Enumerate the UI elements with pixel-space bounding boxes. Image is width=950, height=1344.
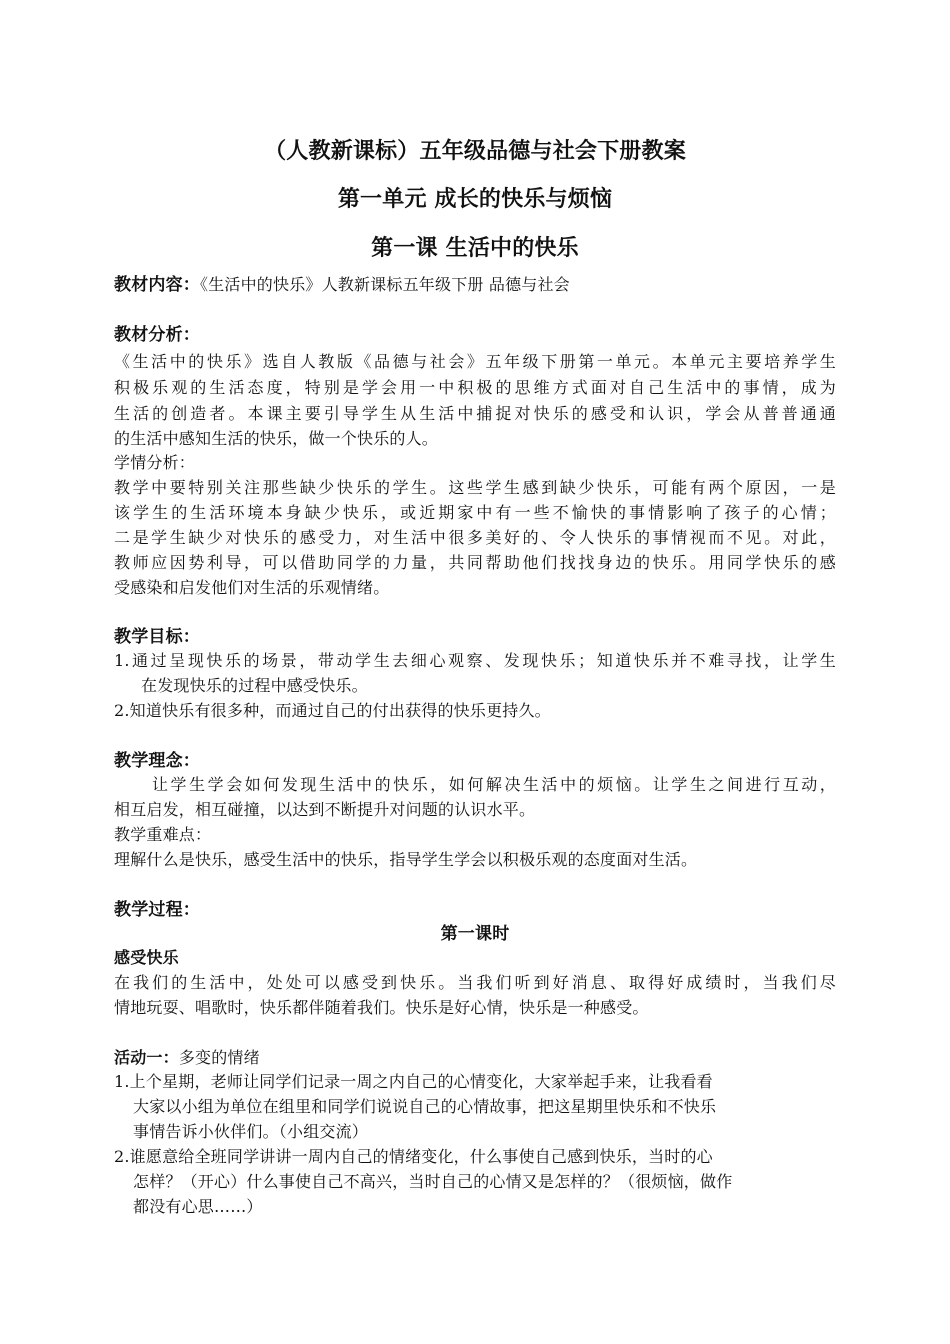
goal-item: 2.知道快乐有很多种，而通过自己的付出获得的快乐更持久。 <box>114 701 551 720</box>
lesson-title: 第一课 生活中的快乐 <box>371 236 579 261</box>
concept-heading: 教学理念： <box>114 751 200 771</box>
student-analysis-line: 教师应因势利导，可以借助同学的力量，共同帮助他们找找身边的快乐。用同学快乐的感 <box>114 553 836 572</box>
student-analysis-line: 教学中要特别关注那些缺少快乐的学生。这些学生感到缺少快乐，可能有两个原因，一是 <box>114 478 836 497</box>
unit-title: 第一单元 成长的快乐与烦恼 <box>337 187 613 212</box>
process-heading: 教学过程： <box>114 900 200 920</box>
student-analysis-line: 二是学生缺少对快乐的感受力，对生活中很多美好的、令人快乐的事情视而不见。对此， <box>114 528 836 547</box>
goal-item: 1.通过呈现快乐的场景，带动学生去细心观察、发现快乐；知道快乐并不难寻找，让学生 <box>114 651 836 670</box>
period-title: 第一课时 <box>440 924 510 944</box>
student-analysis-line: 该学生的生活环境本身缺少快乐，或近期家中有一些不愉快的事情影响了孩子的心情； <box>114 503 836 522</box>
goals-heading: 教学目标： <box>114 627 200 647</box>
activity-line: 事情告诉小伙伴们。（小组交流） <box>133 1122 369 1141</box>
concept-line: 让学生学会如何发现生活中的快乐，如何解决生活中的烦恼。让学生之间进行互动， <box>152 775 836 794</box>
activity-label: 活动一： <box>114 1048 179 1067</box>
student-analysis-line: 受感染和启发他们对生活的乐观情绪。 <box>114 578 390 597</box>
feel-heading: 感受快乐 <box>114 948 179 967</box>
document-title: （人教新课标）五年级品德与社会下册教案 <box>264 139 686 164</box>
student-analysis-label: 学情分析： <box>114 453 196 472</box>
activity-name: 多变的情绪 <box>178 1048 260 1067</box>
activity-line: 怎样？（开心）什么事使自己不高兴，当时自己的心情又是怎样的？（很烦恼，做作 <box>133 1172 733 1191</box>
feel-line: 在我们的生活中，处处可以感受到快乐。当我们听到好消息、取得好成绩时，当我们尽 <box>114 973 836 992</box>
activity-line: 大家以小组为单位在组里和同学们说说自己的心情故事，把这星期里快乐和不快乐 <box>133 1097 717 1116</box>
activity-line: 2.谁愿意给全班同学讲讲一周内自己的情绪变化，什么事使自己感到快乐，当时的心 <box>114 1147 713 1166</box>
material-content-text: 《生活中的快乐》人教新课标五年级下册 品德与社会 <box>200 275 570 294</box>
difficulty-label: 教学重难点： <box>114 825 212 844</box>
analysis-line: 生活的创造者。本课主要引导学生从生活中捕捉对快乐的感受和认识，学会从普普通通 <box>114 404 836 423</box>
analysis-line: 积极乐观的生活态度，特别是学会用一中积极的思维方式面对自己生活中的事情，成为 <box>114 378 836 397</box>
activity-line: 1.上个星期，老师让同学们记录一周之内自己的心情变化，大家举起手来，让我看看 <box>114 1072 713 1091</box>
activity-heading <box>114 1047 260 1069</box>
concept-line: 相互启发，相互碰撞，以达到不断提升对问题的认识水平。 <box>114 800 536 819</box>
goal-item-continuation: 在发现快乐的过程中感受快乐。 <box>141 676 368 695</box>
analysis-line: 《生活中的快乐》选自人教版《品德与社会》五年级下册第一单元。本单元主要培养学生 <box>114 352 836 371</box>
material-content-line <box>114 274 570 296</box>
activity-line: 都没有心思……） <box>133 1197 263 1216</box>
material-content-label: 教材内容： <box>114 275 200 295</box>
analysis-heading: 教材分析： <box>114 325 200 345</box>
analysis-line: 的生活中感知生活的快乐，做一个快乐的人。 <box>114 429 439 448</box>
feel-line: 情地玩耍、唱歌时，快乐都伴随着我们。快乐是好心情，快乐是一种感受。 <box>114 998 649 1017</box>
difficulty-text: 理解什么是快乐，感受生活中的快乐，指导学生学会以积极乐观的态度面对生活。 <box>114 850 698 869</box>
